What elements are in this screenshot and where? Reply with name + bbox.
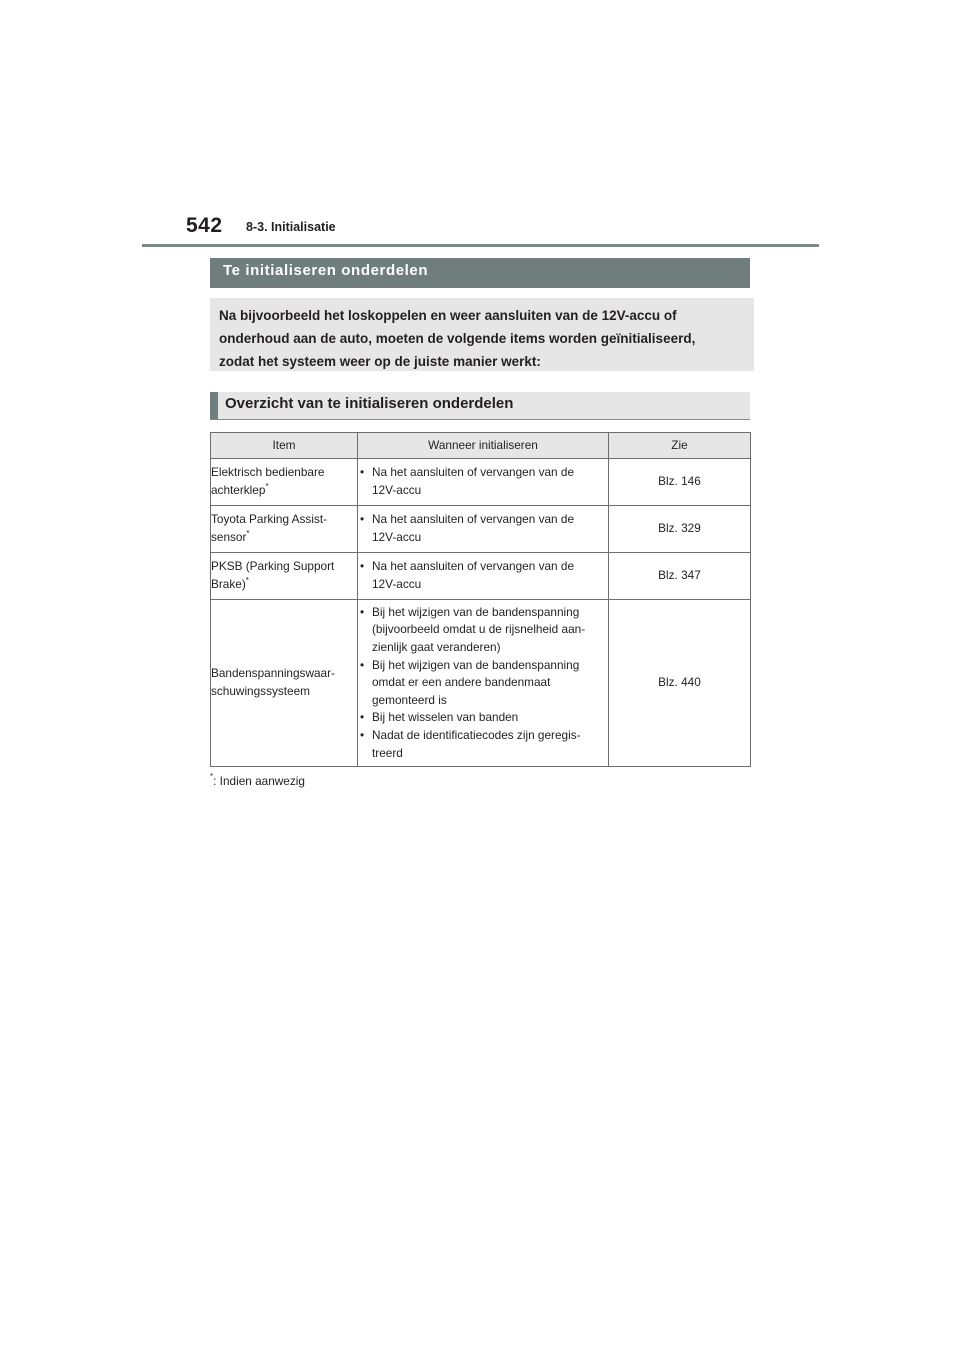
when-cell (358, 553, 609, 600)
list-item (358, 727, 608, 762)
item-name-line: PKSB (Parking Support (211, 559, 335, 574)
table-row (211, 506, 751, 553)
column-header-when: Wanneer initialiseren (358, 433, 609, 459)
when-list (358, 511, 608, 546)
when-line: 12V-accu (372, 577, 422, 591)
footnote-marker: * (210, 772, 214, 781)
intro-line: Na bijvoorbeeld het loskoppelen en weer aansluiten van de 12V-accu of (219, 308, 677, 323)
when-list (358, 604, 608, 762)
item-name-line: achterklep (211, 483, 266, 497)
column-header-ref: Zie (609, 433, 751, 459)
when-line: • Bij het wijzigen van de bandenspanning (372, 657, 580, 672)
item-name-line-wrap (211, 576, 357, 594)
when-list (358, 558, 608, 593)
when-line: • Bij het wijzigen van de bandenspanning (372, 604, 580, 619)
item-cell (211, 600, 358, 767)
item-cell (211, 459, 358, 506)
when-list (358, 464, 608, 499)
item-name-line: sensor (211, 530, 247, 544)
when-cell (358, 506, 609, 553)
intro-box (210, 298, 754, 371)
item-name-line: Toyota Parking Assist- (211, 512, 328, 527)
when-line: • Nadat de identificatiecodes zijn geregis- (372, 727, 581, 742)
when-line: • Na het aansluiten of vervangen van de (372, 559, 574, 574)
when-line: • Na het aansluiten of vervangen van de (372, 465, 574, 480)
table-row (211, 459, 751, 506)
section-reference: 8-3. Initialisatie (246, 220, 336, 234)
item-cell (211, 553, 358, 600)
item-name-line-wrap (211, 482, 357, 500)
when-line: (bijvoorbeeld omdat u de rijsnelheid aan- (372, 622, 586, 637)
footnote-asterisk: * (246, 529, 250, 538)
list-item (358, 558, 608, 593)
when-line: • Bij het wisselen van banden (372, 710, 519, 725)
page-number: 542 (186, 214, 223, 237)
subheading (210, 392, 750, 420)
page-reference: Blz. 146 (609, 459, 751, 506)
when-line: • Na het aansluiten of vervangen van de (372, 512, 574, 527)
footnote (210, 774, 305, 788)
item-name-line: Brake) (211, 577, 246, 591)
page-reference: Blz. 329 (609, 506, 751, 553)
when-cell (358, 459, 609, 506)
page-reference: Blz. 347 (609, 553, 751, 600)
page-reference: Blz. 440 (609, 600, 751, 767)
list-item (358, 604, 608, 657)
header-divider (142, 244, 819, 247)
list-item (358, 511, 608, 546)
initialization-table (210, 432, 751, 767)
when-line: treerd (372, 745, 403, 760)
when-cell (358, 600, 609, 767)
subheading-accent-bar (210, 392, 218, 419)
footnote-asterisk: * (265, 482, 269, 491)
list-item (358, 657, 608, 710)
intro-line: onderhoud aan de auto, moeten de volgende items worden geïnitialiseerd, (219, 331, 696, 346)
when-line: omdat er een andere bandenmaat (372, 675, 551, 690)
table-header-row (211, 433, 751, 459)
table-row (211, 600, 751, 767)
section-banner: Te initialiseren onderdelen (210, 258, 750, 288)
when-line: zienlijk gaat veranderen) (372, 640, 501, 655)
when-line: 12V-accu (372, 483, 422, 497)
item-name-line: Bandenspanningswaar- (211, 666, 335, 681)
item-name-line-wrap (211, 529, 357, 547)
list-item (358, 709, 608, 727)
item-name-line: schuwingssysteem (211, 684, 311, 698)
list-item (358, 464, 608, 499)
column-header-item: Item (211, 433, 358, 459)
table-row (211, 553, 751, 600)
when-line: gemonteerd is (372, 692, 447, 707)
item-cell (211, 506, 358, 553)
subheading-title: Overzicht van te initialiseren onderdelen (225, 395, 514, 412)
footnote-text: : Indien aanwezig (213, 774, 305, 788)
footnote-asterisk: * (245, 576, 249, 585)
when-line: 12V-accu (372, 530, 422, 544)
item-name-line: Elektrisch bedienbare (211, 465, 325, 480)
intro-line: zodat het systeem weer op de juiste manier werkt: (219, 354, 541, 369)
